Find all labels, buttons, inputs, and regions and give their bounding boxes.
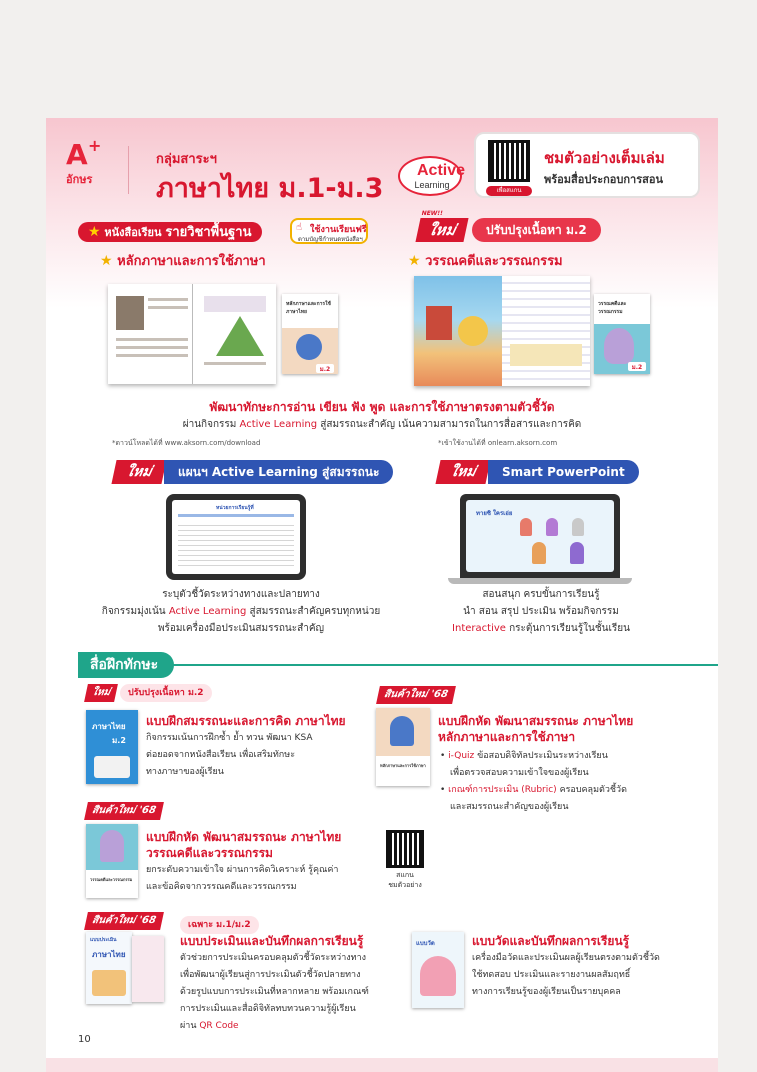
new-product-tag: สินค้าใหม่ '68 — [84, 912, 164, 930]
qr-title: ชมตัวอย่างเต็มเล่ม — [544, 149, 665, 167]
subject-kicker: กลุ่มสาระฯ — [156, 152, 217, 167]
character-figure — [100, 830, 124, 862]
p3-cover: วรรณคดีและวรรณกรรม — [86, 824, 138, 898]
p4-desc: ตัวช่วยการประเมินครอบคลุมตัวชี้วัดระหว่างทาง เพื่อพัฒนาผู้เรียนสู่การประเมินตัวชี้วัดปลายทาง ด้วยรูปแบบการประเมินที่หลากหลาย พร้อมเกณฑ์ การประเมินและสื่อดิจิทัลทบทวนความรู้ผู้เรียน ผ่าน QR Code — [180, 953, 369, 1031]
star-icon: ★ — [100, 253, 113, 269]
active-learning-logo: Active Learning — [398, 156, 462, 196]
new-badge: ใหม่ — [111, 460, 166, 484]
new-product-tag: สินค้าใหม่ '68 — [376, 686, 456, 704]
logo-text: อักษร — [66, 173, 93, 186]
download-note: *ดาวน์โหลดได้ที่ www.aksorn.com/download — [112, 439, 261, 447]
skills-section-title: สื่อฝึกทักษะ — [78, 652, 174, 678]
book1-title: ★ หลักภาษาและการใช้ภาษา — [100, 253, 266, 269]
page-title: ภาษาไทย ม.1-ม.3 — [156, 173, 384, 204]
textbook-label: ★ หนังสือเรียน รายวิชาพื้นฐาน — [78, 222, 262, 242]
p2-title-line2: หลักภาษาและการใช้ภาษา — [438, 730, 576, 744]
section-divider — [166, 664, 718, 666]
p2-cover: หลักภาษาและการใช้ภาษา — [376, 708, 430, 786]
star-icon: ★ — [408, 253, 421, 269]
p3-title-line1: แบบฝึกหัด พัฒนาสมรรถนะ ภาษาไทย — [146, 830, 342, 844]
page-number: 10 — [78, 1034, 91, 1045]
book1-spread-image — [108, 284, 276, 384]
p3-qr-code-icon[interactable] — [386, 830, 424, 868]
p5-cover: แบบวัด — [412, 932, 464, 1008]
p3-title-line2: วรรณคดีและวรรณกรรม — [146, 846, 273, 860]
new-badge: NEW!! ใหม่ — [415, 218, 468, 242]
textbook-subline: ผ่านกิจกรรม Active Learning สู่สมรรถนะสำคัญ เน้นความสามารถในการสื่อสารและการคิด — [182, 419, 582, 430]
book2-spread-image — [414, 276, 590, 386]
p3-qr-caption: สแกน ชมตัวอย่าง — [388, 871, 422, 889]
p5-title: แบบวัดและบันทึกผลการเรียนรู้ — [472, 934, 630, 948]
plan-desc: ระบุตัวชี้วัดระหว่างทางและปลายทาง กิจกรรมมุ่งเน้น Active Learning สู่สมรรถนะสำคัญครบทุกหน่วย พร้อมเครื่องมือประเมินสมรรถนะสำคัญ — [101, 589, 381, 634]
new-product-tag: สินค้าใหม่ '68 — [84, 802, 164, 820]
book2-cover: วรรณคดีและวรรณกรรม ม.2 — [594, 294, 650, 374]
new-badge: ใหม่ — [435, 460, 490, 484]
sample-qr-box[interactable]: เพื่อสแกน ชมตัวอย่างเต็มเล่ม พร้อมสื่อประกอบการสอน — [474, 132, 700, 198]
free-use-badge: ☝ ใช้งานเรียนฟรี ตามบัญชีกำหนดหนังสือฯ — [290, 218, 368, 244]
children-figure — [420, 956, 456, 996]
qr-code-icon[interactable] — [488, 140, 530, 182]
p1-update-pill: ปรับปรุงเนื้อหา ม.2 — [120, 684, 212, 702]
character-figure — [604, 328, 634, 364]
powerpoint-desc: สอนสนุก ครบขั้นการเรียนรู้ นำ สอน สรุป ประเมิน พร้อมกิจกรรม Interactive กระตุ้นการเรียนรู้ในชั้นเรียน — [452, 589, 630, 634]
aksorn-logo: A + อักษร — [66, 140, 118, 192]
update-pill: ปรับปรุงเนื้อหา ม.2 — [472, 218, 601, 242]
grade-pill: เฉพาะ ม.1/ม.2 — [180, 916, 259, 934]
active-learning-plan-title: แผนฯ Active Learning สู่สมรรถนะ — [164, 460, 393, 484]
header-divider — [128, 146, 129, 194]
student-figure — [390, 716, 414, 746]
book1-cover: หลักภาษาและการใช้ภาษาไทย ม.2 — [282, 294, 338, 374]
p1-desc: กิจกรรมเน้นการฝึกซ้ำ ย้ำ ทวน พัฒนา KSA ต่อยอดจากหนังสือเรียน เพื่อเสริมทักษะ ทางภาษาของผู้เรียน — [146, 733, 313, 777]
hand-icon: ☝ — [296, 222, 303, 233]
qr-subtitle: พร้อมสื่อประกอบการสอน — [544, 173, 663, 186]
p4-title: แบบประเมินและบันทึกผลการเรียนรู้ — [180, 934, 364, 948]
p4-cover-1: แบบประเมิน ภาษาไทย — [86, 932, 132, 1004]
tablet-mockup: หน่วยการเรียนรู้ที่ — [166, 494, 306, 580]
footer-band — [46, 1058, 718, 1072]
p4-cover-2 — [132, 936, 164, 1002]
book-stack-graphic — [94, 756, 130, 778]
new-badge: ใหม่ — [84, 684, 118, 702]
p5-desc: เครื่องมือวัดและประเมินผลผู้เรียนตรงตามตัวชี้วัด ใช้ทดสอบ ประเมินและรายงานผลสัมฤทธิ์ ทางการเรียนรู้ของผู้เรียนเป็นรายบุคคล — [472, 953, 660, 997]
pyramid-graphic — [216, 316, 264, 356]
p1-title: แบบฝึกสมรรถนะและการคิด ภาษาไทย — [146, 714, 346, 728]
textbook-headline: พัฒนาทักษะการอ่าน เขียน ฟัง พูด และการใช้ภาษาตรงตามตัวชี้วัด — [209, 400, 555, 414]
star-icon: ★ — [88, 224, 101, 240]
p3-desc: ยกระดับความเข้าใจ ผ่านการคิดวิเคราะห์ รู้คุณค่า และข้อคิดจากวรรณคดีและวรรณกรรม — [146, 865, 339, 892]
books-graphic — [92, 970, 126, 996]
p2-bullets: • i-Quiz ข้อสอบดิจิทัลประเมินระหว่างเรียน เพื่อตรวจสอบความเข้าใจของผู้เรียน • เกณฑ์การประเมิน (Rubric) ครอบคลุมตัวชี้วัด และสมรรถนะสำคัญของผู้เรียน — [440, 751, 627, 812]
smart-powerpoint-title: Smart PowerPoint — [488, 460, 639, 484]
p1-cover: ภาษาไทย ม.2 — [86, 710, 138, 784]
laptop-base — [448, 578, 632, 584]
book2-title: ★ วรรณคดีและวรรณกรรม — [408, 253, 563, 269]
laptop-mockup: ทายซิ ใครเอ่ย — [460, 494, 620, 578]
onlearn-note: *เข้าใช้งานได้ที่ onlearn.aksorn.com — [438, 439, 558, 447]
p2-title-line1: แบบฝึกหัด พัฒนาสมรรถนะ ภาษาไทย — [438, 714, 634, 728]
catalog-page — [46, 118, 718, 1072]
student-figure — [296, 334, 322, 360]
